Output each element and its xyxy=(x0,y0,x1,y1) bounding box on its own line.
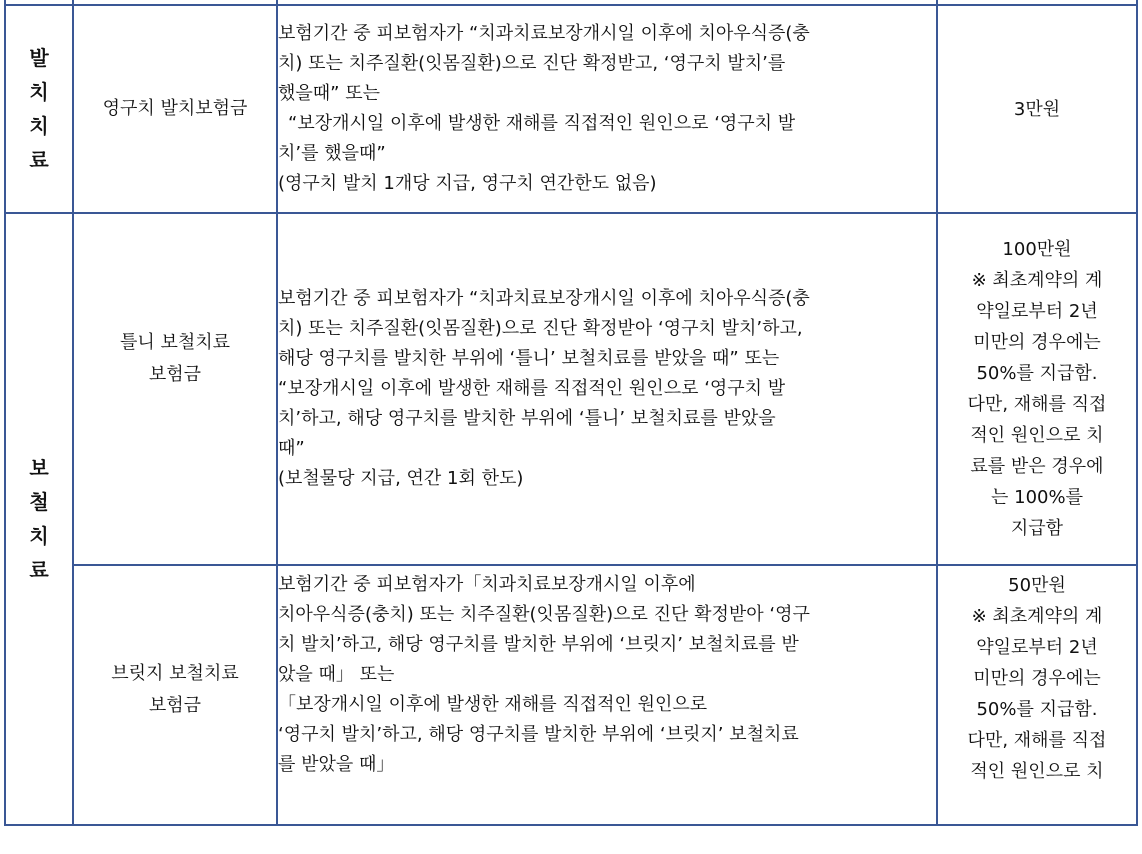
desc-line: “보장개시일 이후에 발생한 재해를 직접적인 원인으로 ‘영구치 발 xyxy=(278,378,786,399)
benefit-name-denture xyxy=(73,213,277,565)
amount-line: 다만, 재해를 직접 xyxy=(967,394,1107,415)
desc-line: 를 받았을 때」 xyxy=(278,754,395,775)
desc-line: 해당 영구치를 발치한 부위에 ‘틀니’ 보철치료를 받았을 때” 또는 xyxy=(278,348,780,369)
amount-line: 미만의 경우에는 xyxy=(973,668,1101,689)
desc-line: “보장개시일 이후에 발생한 재해를 직접적인 원인으로 ‘영구치 발 xyxy=(288,113,796,134)
category-char: 발 xyxy=(29,46,49,70)
amount-line: 50%를 지급함. xyxy=(976,363,1098,384)
table-row-denture xyxy=(5,213,1137,565)
desc-line: 보험기간 중 피보험자가「치과치료보장개시일 이후에 xyxy=(278,574,696,595)
category-char: 철 xyxy=(29,490,49,514)
benefit-desc-denture xyxy=(277,213,937,565)
desc-line: (보철물당 지급, 연간 1회 한도) xyxy=(278,468,524,489)
desc-line: 치) 또는 치주질환(잇몸질환)으로 진단 확정받아 ‘영구치 발치’하고, xyxy=(278,318,803,339)
amount-line: 료를 받은 경우에 xyxy=(970,456,1104,477)
desc-line: 「보장개시일 이후에 발생한 재해를 직접적인 원인으로 xyxy=(278,694,708,715)
amount-line: 약일로부터 2년 xyxy=(976,301,1098,322)
amount-line: 50만원 xyxy=(1008,575,1066,596)
amount-line: 100만원 xyxy=(1002,239,1072,260)
desc-line: 치) 또는 치주질환(잇몸질환)으로 진단 확정받고, ‘영구치 발치’를 xyxy=(278,53,786,74)
name-line: 보험금 xyxy=(148,695,202,716)
amount-line: 는 100%를 xyxy=(991,487,1083,508)
desc-line: 치’하고, 해당 영구치를 발치한 부위에 ‘틀니’ 보철치료를 받았을 xyxy=(278,408,776,429)
table-row-extraction xyxy=(5,5,1137,213)
amount-line: ※ 최초계약의 계 xyxy=(971,270,1103,291)
name-line: 보험금 xyxy=(148,364,202,385)
amount-line: 다만, 재해를 직접 xyxy=(967,730,1107,751)
desc-line: 치’를 했을때” xyxy=(278,143,386,164)
desc-line: (영구치 발치 1개당 지급, 영구치 연간한도 없음) xyxy=(278,173,657,194)
name-line: 틀니 보철치료 xyxy=(119,332,231,353)
amount-line: 미만의 경우에는 xyxy=(973,332,1101,353)
benefit-desc-extraction xyxy=(277,5,937,213)
category-prosthetic xyxy=(5,213,73,825)
desc-line: 았을 때」 또는 xyxy=(278,664,395,685)
amount-line: 3만원 xyxy=(1013,98,1061,120)
desc-line: 치 발치’하고, 해당 영구치를 발치한 부위에 ‘브릿지’ 보철치료를 받 xyxy=(278,634,799,655)
category-char: 료 xyxy=(29,148,49,172)
category-char: 치 xyxy=(29,524,49,548)
name-line: 브릿지 보철치료 xyxy=(111,663,239,684)
amount-line: 약일로부터 2년 xyxy=(976,637,1098,658)
amount-line: 50%를 지급함. xyxy=(976,699,1098,720)
benefit-name-bridge xyxy=(73,565,277,825)
amount-line: 지급함 xyxy=(1010,518,1064,539)
category-extraction xyxy=(5,5,73,213)
amount-line: 적인 원인으로 치 xyxy=(970,425,1104,446)
desc-line: 치아우식증(충치) 또는 치주질환(잇몸질환)으로 진단 확정받아 ‘영구 xyxy=(278,604,810,625)
category-char: 치 xyxy=(29,114,49,138)
amount-line: ※ 최초계약의 계 xyxy=(971,606,1103,627)
desc-line: 보험기간 중 피보험자가 “치과치료보장개시일 이후에 치아우식증(충 xyxy=(278,23,810,44)
amount-line: 적인 원인으로 치 xyxy=(970,761,1104,782)
desc-line: 보험기간 중 피보험자가 “치과치료보장개시일 이후에 치아우식증(충 xyxy=(278,288,810,309)
benefit-amount-extraction xyxy=(937,5,1137,213)
category-char: 보 xyxy=(29,456,49,480)
benefit-amount-denture xyxy=(937,213,1137,565)
category-char: 료 xyxy=(29,558,49,582)
desc-line: 때” xyxy=(278,438,305,459)
benefit-amount-bridge xyxy=(937,565,1137,825)
desc-line: 했을때” 또는 xyxy=(278,83,380,104)
benefits-table xyxy=(4,0,1138,826)
category-char: 치 xyxy=(29,80,49,104)
benefit-desc-bridge xyxy=(277,565,937,825)
benefit-name-extraction: 영구치 발치보험금 xyxy=(73,5,277,213)
desc-line: ‘영구치 발치’하고, 해당 영구치를 발치한 부위에 ‘브릿지’ 보철치료 xyxy=(278,724,799,745)
table-row-bridge xyxy=(5,565,1137,825)
